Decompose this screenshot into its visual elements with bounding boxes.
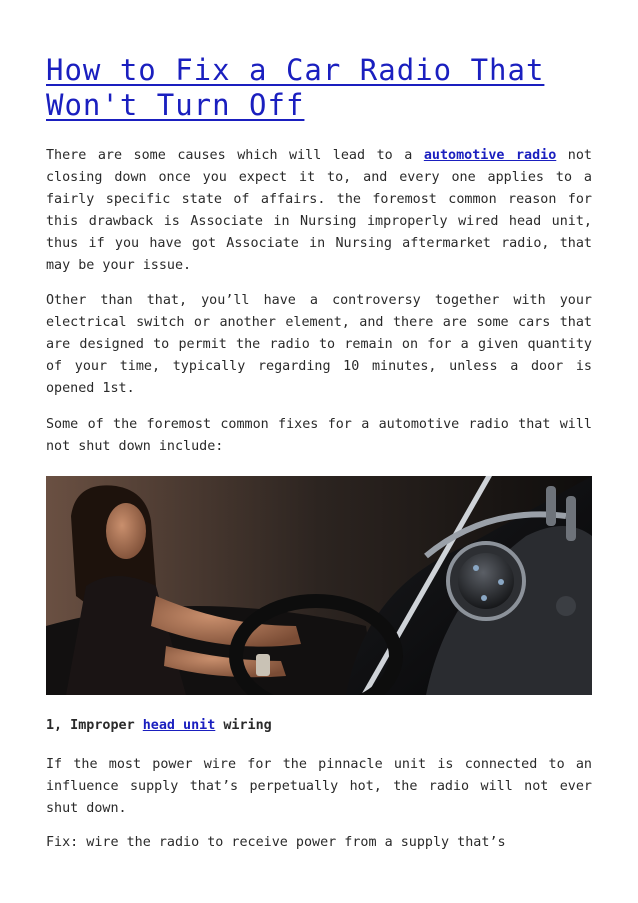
heading-text-after: wiring [215,718,272,733]
automotive-radio-link[interactable]: automotive radio [423,148,557,163]
car-radio-photo [46,476,592,695]
intro-text-before: There are some causes which will lead to a [46,148,424,163]
article-title [46,53,592,123]
paragraph-controversy: Other than that, you’ll have a controversy together with your electrical switch or another element, and there are some cars that are designed to permit the radio to remain on for a given quantity of your time, typically regarding 10 minutes, unless a door is opened 1st. [46,293,592,396]
paragraph-power-wire: If the most power wire for the pinnacle unit is connected to an influence supply that’s perpetually hot, the radio will not ever shut down. [46,757,592,816]
paragraph-fix: Fix: wire the radio to receive power from a supply that’s [46,835,506,850]
head-unit-link[interactable]: head unit [142,718,216,733]
title-link[interactable]: How to Fix a Car Radio That Won't Turn Off [46,53,545,122]
paragraph-fixes-intro: Some of the foremost common fixes for a automotive radio that will not shut down include: [46,417,592,454]
paragraph-intro [46,145,592,277]
heading-text-before: 1, Improper [46,718,143,733]
section-heading-head-unit [46,715,592,737]
intro-text-after: not closing down once you expect it to, and every one applies to a fairly specific state of affairs. the foremost common reason for this drawback is Associate in Nursing improperly wired head unit, thus if you have got Associate in Nursing aftermarket radio, that may be your issue. [46,148,592,273]
car-interior-illustration [46,476,592,695]
